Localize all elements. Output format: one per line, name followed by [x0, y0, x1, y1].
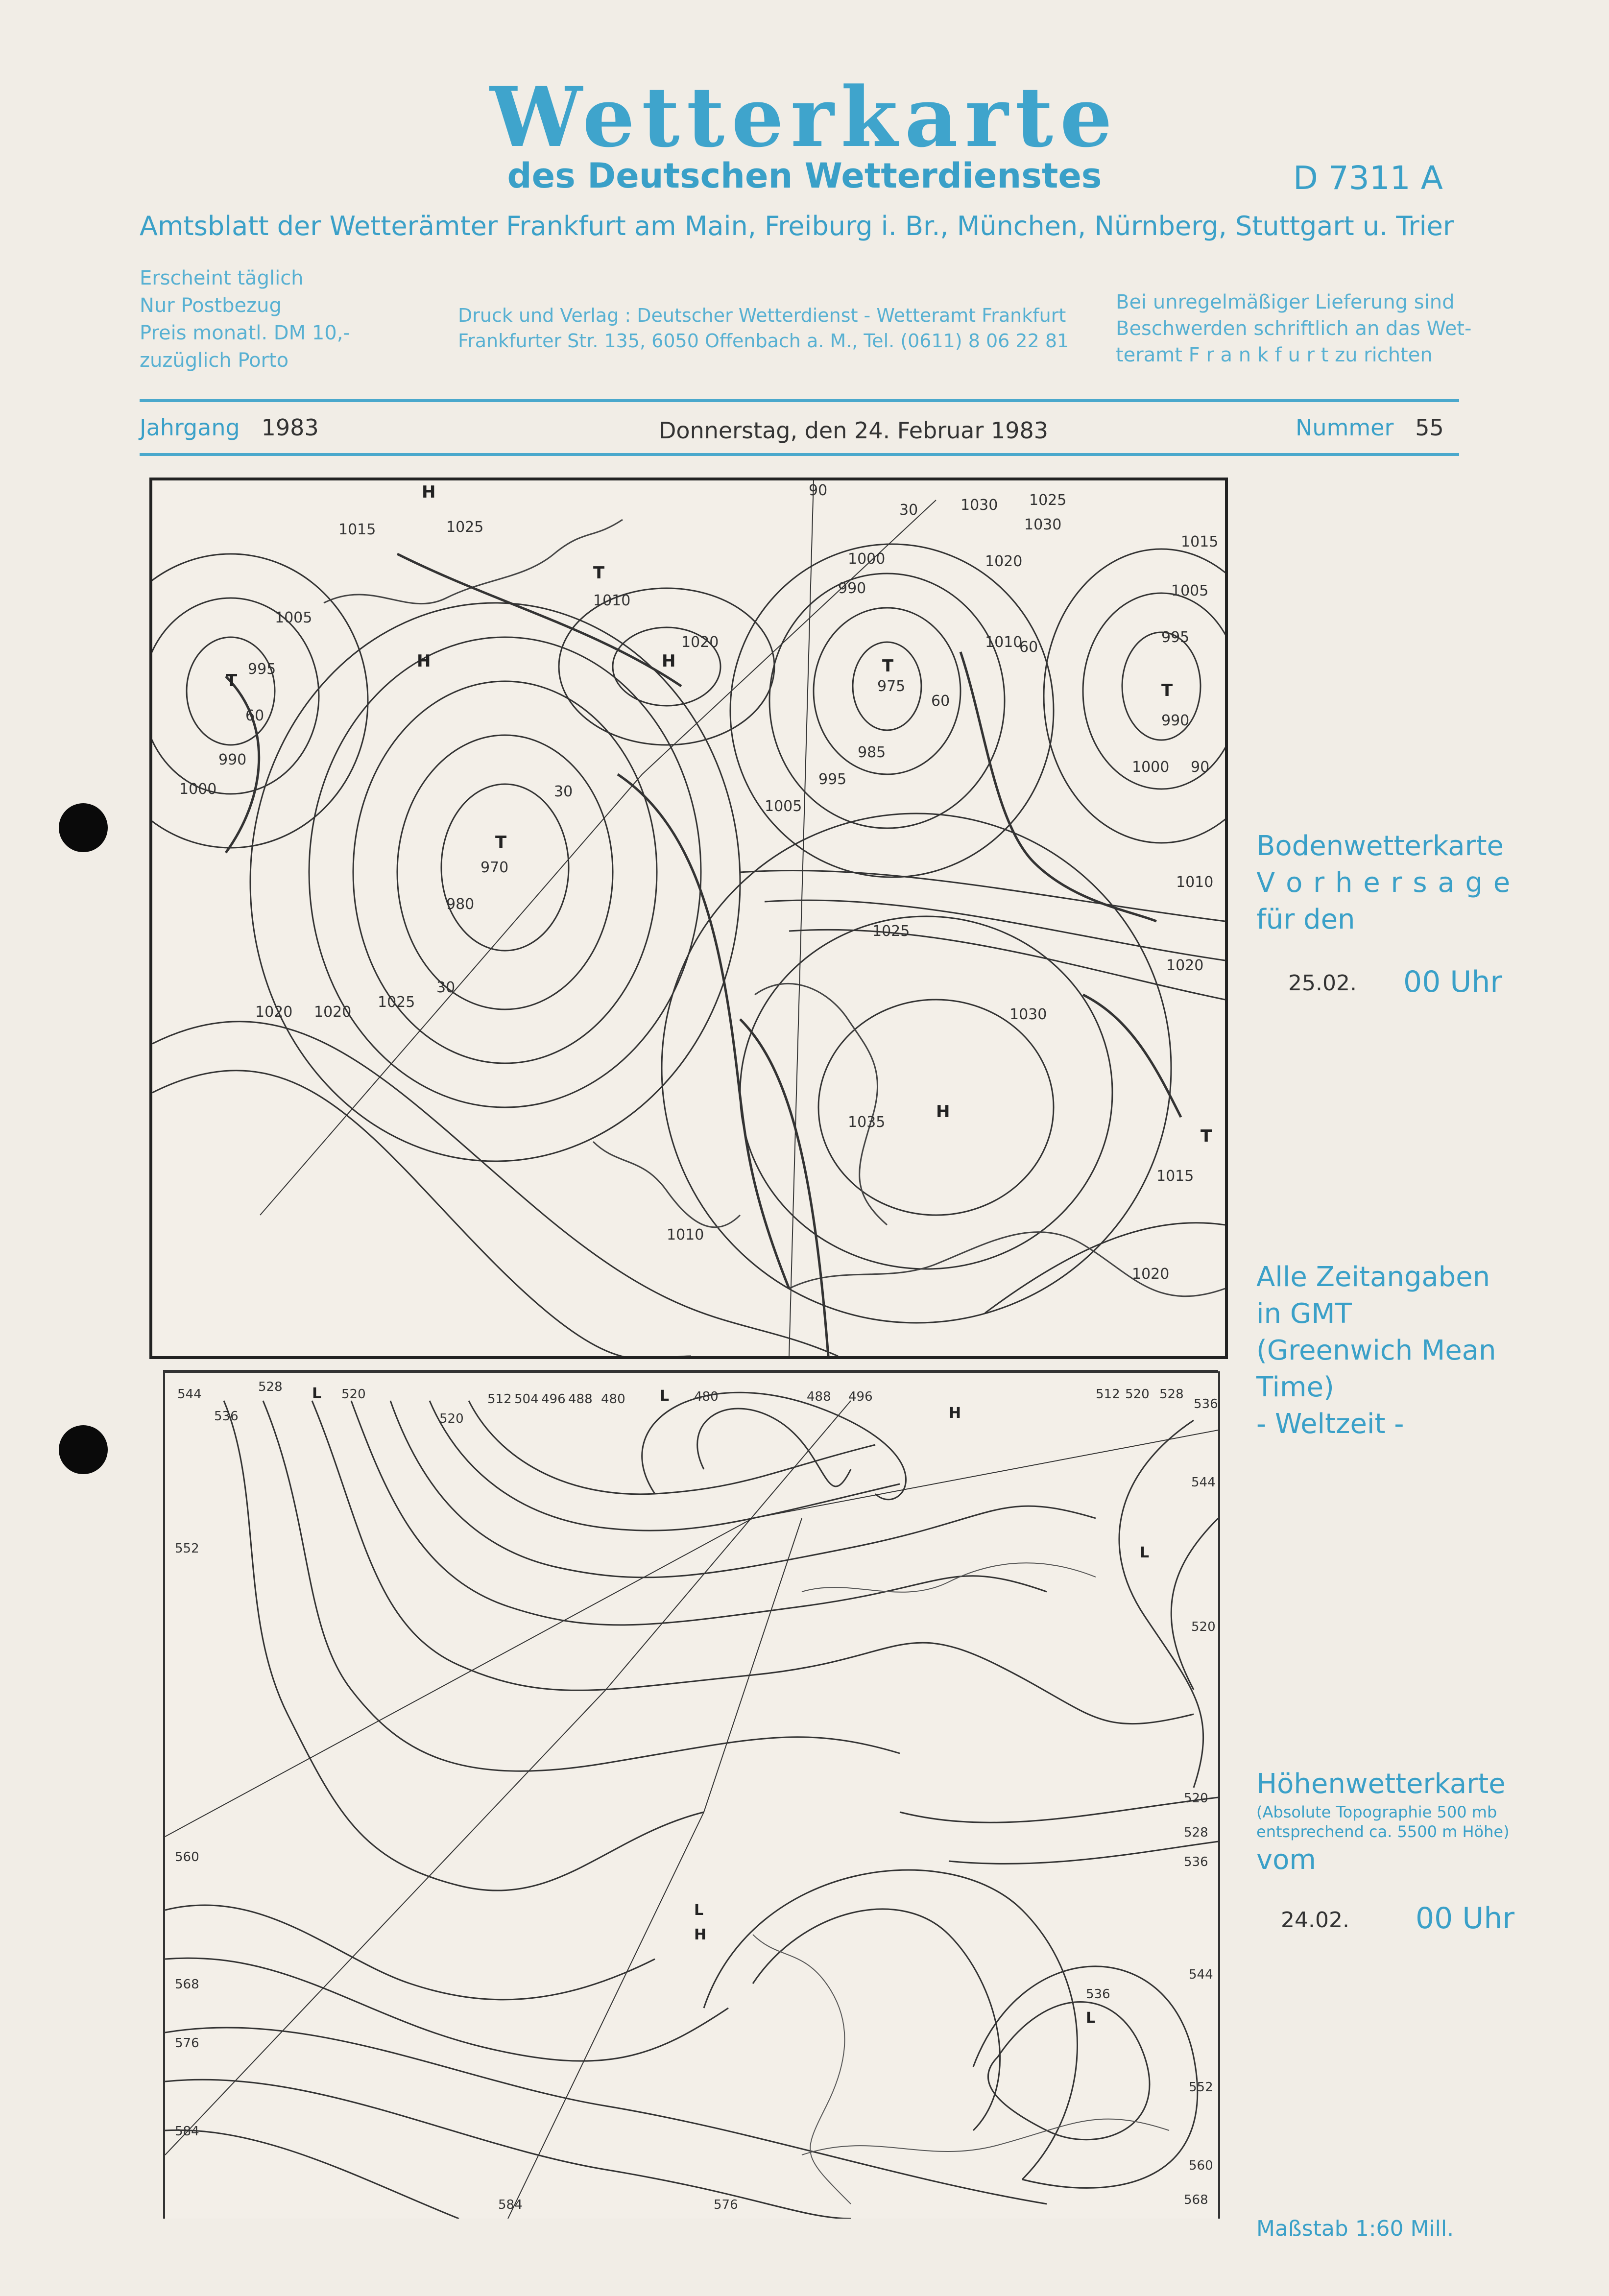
isobar-label: 1030 [1024, 516, 1062, 533]
contour-label: 568 [175, 1977, 199, 1992]
isobar-label: 1035 [848, 1114, 886, 1131]
contour-label: 488 [568, 1392, 593, 1407]
issue-date: Donnerstag, den 24. Februar 1983 [659, 417, 1049, 444]
contour-label: 536 [1086, 1987, 1110, 2002]
pressure-symbol: L [660, 1387, 670, 1405]
map-scale: Maßstab 1:60 Mill. [1256, 2216, 1454, 2241]
publisher-info: Druck und Verlag : Deutscher Wetterdienst - Wetteramt Frankfurt Frankfurter Str. 135, 6050 Offenbach a. M., Tel. (0611) 8 06 22 81 [458, 305, 1069, 352]
contour-label: 520 [1125, 1387, 1150, 1402]
publication-code: D 7311 A [1293, 159, 1443, 197]
surface-map-valid-date: 25.02. [1288, 971, 1357, 996]
contour-label: 528 [258, 1380, 283, 1394]
contour-label: 536 [1184, 1855, 1208, 1869]
header-rule-bottom [140, 453, 1459, 456]
contour-label: 528 [1184, 1825, 1208, 1840]
pressure-symbol: H [662, 651, 676, 671]
contour-label: 512 [1096, 1387, 1120, 1402]
upper-map-valid-date: 24.02. [1281, 1908, 1349, 1933]
pressure-symbol: L [1140, 1544, 1150, 1561]
isobar-label: 1015 [1181, 533, 1219, 550]
contour-label: 504 [514, 1392, 539, 1407]
upper-map-top-border [163, 1370, 1218, 1373]
isobar-label: 1025 [872, 923, 910, 940]
pressure-symbol: H [694, 1926, 707, 1943]
isobar-label: 30 [436, 979, 456, 996]
isobar-label: 1030 [961, 497, 998, 514]
contour-label: 528 [1159, 1387, 1184, 1402]
pressure-symbol: T [495, 833, 507, 852]
isobar-label: 1010 [985, 634, 1023, 651]
isobar-label: 90 [1191, 759, 1210, 776]
contour-label: 496 [848, 1389, 873, 1404]
time-zone-note: Alle Zeitangaben in GMT (Greenwich Mean Time) - Weltzeit - [1256, 1261, 1496, 1440]
pressure-symbol: H [936, 1102, 950, 1122]
isobar-label: 1020 [314, 1004, 352, 1021]
isobar-label: 1025 [446, 519, 484, 536]
isobar-label: 1025 [1029, 492, 1067, 509]
contour-label: 584 [175, 2124, 199, 2139]
surface-map-caption: Bodenwetterkarte V o r h e r s a g e für den [1256, 830, 1512, 935]
contour-label: 536 [1194, 1397, 1218, 1411]
latitude-label: 30 [899, 502, 918, 519]
contour-label: 568 [1184, 2193, 1208, 2207]
amtsblatt-line: Amtsblatt der Wetterämter Frankfurt am Main, Freiburg i. Br., München, Nürnberg, Stuttgart u. Trier [140, 211, 1454, 241]
isobar-label: 1020 [985, 553, 1023, 570]
pressure-symbol: T [1201, 1126, 1212, 1146]
subscription-info: Erscheint täglich Nur Postbezug Preis monatl. DM 10,- zuzüglich Porto [140, 267, 350, 372]
contour-label: 576 [175, 2036, 199, 2051]
isobar-label: 1020 [1166, 957, 1204, 974]
isobar-label: 985 [858, 744, 886, 761]
upper-map-drawing [165, 1371, 1218, 2219]
latitude-label: 60 [1019, 639, 1038, 656]
contour-label: 576 [714, 2198, 738, 2212]
pressure-symbol: L [1086, 2009, 1096, 2027]
isobar-label: 1005 [1171, 582, 1209, 599]
contour-label: 544 [1189, 1967, 1213, 1982]
contour-label: 496 [541, 1392, 566, 1407]
latitude-label: 90 [809, 482, 828, 499]
pressure-symbol: H [949, 1405, 961, 1422]
isobar-label: 980 [446, 896, 475, 913]
isobar-label: 990 [838, 580, 866, 597]
surface-weather-map [149, 478, 1228, 1359]
contour-label: 512 [487, 1392, 512, 1407]
isobar-label: 60 [245, 707, 264, 724]
pressure-symbol: H [417, 651, 431, 671]
isobar-label: 1010 [667, 1226, 704, 1244]
isobar-label: 1030 [1009, 1006, 1047, 1023]
isobar-label: 1005 [765, 798, 802, 815]
upper-map-valid-time: 00 Uhr [1416, 1901, 1515, 1936]
contour-label: 544 [177, 1387, 202, 1402]
contour-label: 520 [341, 1387, 366, 1402]
isobar-label: 1020 [681, 634, 719, 651]
pressure-symbol: L [694, 1902, 704, 1919]
contour-label: 520 [439, 1411, 464, 1426]
isobar-label: 970 [480, 859, 509, 876]
contour-label: 552 [1189, 2080, 1213, 2095]
pressure-symbol: H [422, 482, 436, 502]
isobar-label: 1020 [255, 1004, 293, 1021]
surface-map-drawing [152, 480, 1225, 1356]
isobar-label: 1010 [1176, 874, 1214, 891]
pressure-symbol: L [312, 1385, 322, 1402]
upper-map-caption: Höhenwetterkarte (Absolute Topographie 500 mb entsprechend ca. 5500 m Höhe) vom [1256, 1768, 1510, 1876]
isobar-label: 1015 [338, 521, 376, 538]
punch-hole [59, 803, 108, 852]
jahrgang: Jahrgang 1983 [140, 414, 319, 441]
newspaper-subtitle: des Deutschen Wetterdienstes [507, 156, 1102, 196]
upper-air-map [163, 1371, 1220, 2219]
issue-number: Nummer 55 [1296, 414, 1444, 441]
contour-label: 480 [694, 1389, 719, 1404]
isobar-label: 1000 [179, 781, 217, 798]
isobar-label: 1025 [378, 994, 415, 1011]
contour-label: 584 [498, 2198, 523, 2212]
punch-hole [59, 1425, 108, 1474]
isobar-label: 995 [1161, 629, 1190, 646]
isobar-label: 975 [877, 678, 906, 695]
contour-label: 560 [1189, 2158, 1213, 2173]
latitude-label: 30 [554, 783, 573, 800]
contour-label: 560 [175, 1850, 199, 1865]
header-rule-top [140, 399, 1459, 402]
newspaper-title: Wetterkarte [490, 69, 1119, 166]
pressure-symbol: T [593, 563, 605, 583]
contour-label: 480 [601, 1392, 625, 1407]
pressure-symbol: T [882, 656, 894, 676]
isobar-label: 1010 [593, 592, 631, 609]
isobar-label: 1000 [1132, 759, 1170, 776]
contour-label: 520 [1191, 1620, 1216, 1634]
latitude-label: 60 [931, 693, 950, 710]
contour-label: 544 [1191, 1475, 1216, 1490]
isobar-label: 1015 [1156, 1168, 1194, 1185]
isobar-label: 1005 [275, 609, 312, 626]
isobar-label: 995 [248, 661, 276, 678]
contour-label: 520 [1184, 1791, 1208, 1806]
pressure-symbol: T [226, 671, 238, 691]
isobar-label: 1000 [848, 550, 886, 568]
contour-label: 552 [175, 1541, 199, 1556]
delivery-complaint-info: Bei unregelmäßiger Lieferung sind Beschwerden schriftlich an das Wet- teramt F r a n k f u r t zu richten [1116, 291, 1472, 366]
isobar-label: 995 [818, 771, 847, 788]
isobar-label: 990 [218, 751, 247, 768]
contour-label: 536 [214, 1409, 239, 1424]
contour-label: 488 [807, 1389, 831, 1404]
pressure-symbol: T [1161, 681, 1173, 700]
surface-map-valid-time: 00 Uhr [1403, 965, 1503, 999]
isobar-label: 990 [1161, 712, 1190, 729]
isobar-label: 1020 [1132, 1266, 1170, 1283]
